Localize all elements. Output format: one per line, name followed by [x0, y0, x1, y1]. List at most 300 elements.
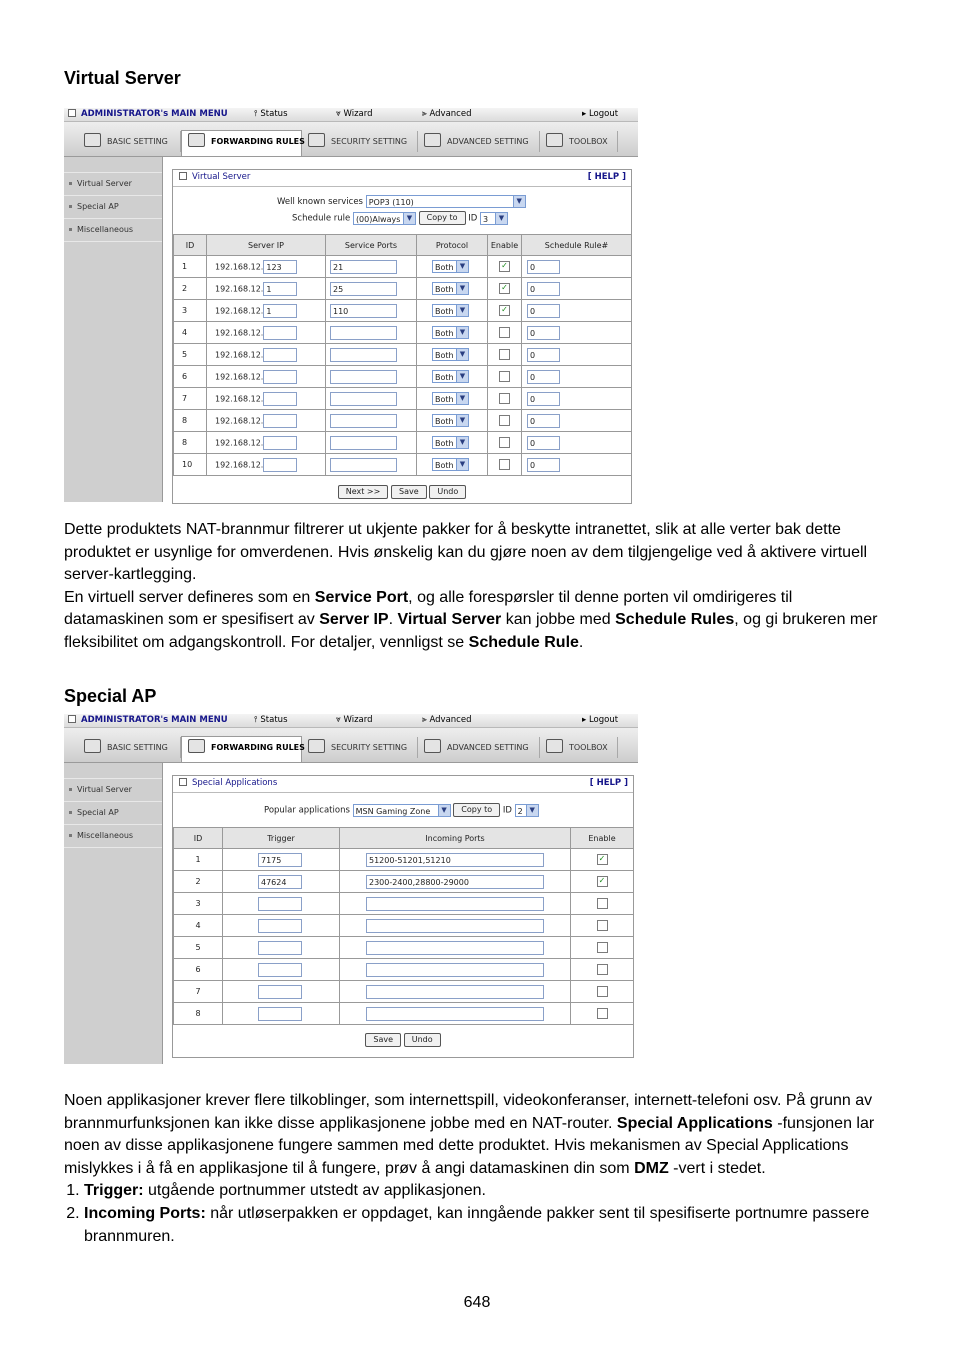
enable-cell	[571, 893, 634, 915]
schedule-rule-input[interactable]: 0	[527, 392, 560, 406]
trigger-input[interactable]	[258, 1007, 302, 1021]
schedule-rule-input[interactable]: 0	[527, 348, 560, 362]
special-ap-heading: Special AP	[64, 686, 157, 706]
protocol-value: Both	[435, 263, 454, 272]
table-row	[174, 344, 632, 366]
schedule-row	[292, 211, 508, 225]
schedule-rule-input[interactable]: 0	[527, 282, 560, 296]
server-ip-cell	[207, 454, 326, 476]
protocol-cell	[417, 278, 488, 300]
server-ip-input[interactable]	[263, 458, 297, 472]
tab-basic-setting[interactable]: BASIC SETTING	[78, 131, 181, 152]
trigger-cell	[223, 849, 340, 871]
copy-to-button[interactable]: Copy to	[419, 211, 466, 225]
advanced-link[interactable]: ⫸ Advanced	[422, 109, 472, 119]
server-ip-cell	[207, 366, 326, 388]
protocol-cell	[417, 410, 488, 432]
chevron-down-icon: ▼	[456, 437, 468, 448]
undo-button[interactable]: Undo	[404, 1033, 441, 1047]
ip-prefix: 192.168.12.	[215, 438, 264, 447]
protocol-cell	[417, 432, 488, 454]
enable-checkbox[interactable]	[597, 942, 608, 953]
enable-checkbox[interactable]	[499, 393, 510, 404]
help-link[interactable]: [ HELP ]	[587, 172, 626, 182]
enable-checkbox[interactable]	[499, 415, 510, 426]
server-ip-input[interactable]	[263, 392, 297, 406]
button-row	[173, 485, 631, 499]
service-ports-cell	[326, 322, 417, 344]
server-ip-input[interactable]	[263, 326, 297, 340]
notes-list	[64, 1180, 894, 1248]
services-row	[277, 195, 526, 208]
server-ip-cell	[207, 300, 326, 322]
panel-square-icon	[179, 778, 187, 786]
sidebar	[64, 763, 163, 1064]
chevron-down-icon: ▼	[456, 459, 468, 470]
server-ip-input[interactable]	[263, 370, 297, 384]
incoming-ports-input[interactable]	[366, 919, 544, 933]
forwarding-icon	[188, 739, 205, 753]
tab-advanced-setting[interactable]: ADVANCED SETTING	[418, 737, 540, 758]
incoming-ports-cell	[340, 1003, 571, 1025]
popular-apps-row	[264, 803, 539, 817]
schedule-rule-input[interactable]: 0	[527, 414, 560, 428]
server-ip-cell	[207, 322, 326, 344]
schedule-rule-cell	[522, 432, 632, 454]
ip-prefix: 192.168.12.	[215, 306, 264, 315]
server-ip-input[interactable]: 1	[263, 282, 297, 296]
server-ip-input[interactable]	[263, 436, 297, 450]
schedule-rule-cell	[522, 366, 632, 388]
special-ap-screenshot	[64, 714, 638, 1064]
protocol-cell	[417, 256, 488, 278]
enable-checkbox[interactable]	[597, 964, 608, 975]
advanced-icon: ⫸	[422, 109, 430, 119]
row-id: 6	[174, 366, 207, 388]
enable-cell	[488, 410, 522, 432]
column-header: Server IP	[207, 235, 326, 256]
incoming-ports-input[interactable]	[366, 897, 544, 911]
enable-checkbox[interactable]: ✓	[499, 283, 510, 294]
protocol-value: Both	[435, 307, 454, 316]
schedule-rule-input[interactable]: 0	[527, 326, 560, 340]
trigger-cell	[223, 893, 340, 915]
schedule-rule-cell	[522, 454, 632, 476]
service-ports-cell	[326, 432, 417, 454]
protocol-select[interactable]	[432, 436, 469, 449]
trigger-cell	[223, 981, 340, 1003]
sidebar-item-special-ap[interactable]: Special AP	[64, 196, 162, 219]
table-row	[174, 871, 634, 893]
enable-cell	[488, 256, 522, 278]
row-id: 3	[174, 893, 223, 915]
schedule-rule-input[interactable]: 0	[527, 370, 560, 384]
sa-paragraph-1: Noen applikasjoner krever flere tilkoblinger, som internettspill, videokonferanser, internett-telefoni osv. På grunn av brannmurfunksjonen kan ikke disse applikasjonene jobbe med en NAT-router. Special Applications -funsjonen lar noen av disse applikasjonene fungere sammen med dette produktet. Hvis mekanismen av Special Applications mislykkes i å få en applikasjone til å fungere, prøv å angi datamaskinen din som DMZ -vert i stedet.	[64, 1092, 875, 1177]
server-ip-cell	[207, 344, 326, 366]
special-applications-panel	[172, 775, 634, 1058]
trigger-cell	[223, 871, 340, 893]
protocol-select[interactable]	[432, 458, 469, 471]
tab-security-setting[interactable]: SECURITY SETTING	[302, 737, 418, 758]
tab-toolbox[interactable]: TOOLBOX	[540, 737, 618, 758]
protocol-value: Both	[435, 417, 454, 426]
panel-title: Special Applications	[192, 778, 278, 788]
table-row	[174, 937, 634, 959]
service-ports-cell	[326, 388, 417, 410]
sidebar	[64, 157, 163, 502]
help-link[interactable]: [ HELP ]	[589, 778, 628, 788]
enable-cell	[571, 849, 634, 871]
chevron-down-icon: ▼	[456, 283, 468, 294]
chevron-down-icon: ▼	[456, 371, 468, 382]
enable-cell	[488, 344, 522, 366]
protocol-cell	[417, 454, 488, 476]
enable-checkbox[interactable]: ✓	[499, 261, 510, 272]
service-ports-input[interactable]	[330, 392, 397, 406]
enable-cell	[488, 366, 522, 388]
arrow-right-icon: ▸	[582, 109, 589, 119]
table-row	[174, 388, 632, 410]
enable-checkbox[interactable]: ✓	[597, 854, 608, 865]
wizard-link[interactable]: ⩔ Wizard	[336, 109, 373, 119]
chevron-down-icon: ▼	[513, 196, 525, 207]
incoming-ports-input[interactable]	[366, 1007, 544, 1021]
protocol-select[interactable]	[432, 282, 469, 295]
enable-checkbox[interactable]: ✓	[499, 305, 510, 316]
table-row	[174, 410, 632, 432]
protocol-select[interactable]	[432, 392, 469, 405]
wizard-link[interactable]: ⩔ Wizard	[336, 715, 373, 725]
incoming-ports-cell	[340, 871, 571, 893]
row-id: 1	[174, 256, 207, 278]
column-header: Trigger	[223, 828, 340, 849]
server-ip-cell	[207, 432, 326, 454]
services-label: Well known services	[277, 197, 363, 207]
protocol-value: Both	[435, 329, 454, 338]
incoming-ports-input[interactable]	[366, 963, 544, 977]
bullet-icon	[69, 834, 72, 837]
column-header: ID	[174, 828, 223, 849]
row-id: 5	[174, 937, 223, 959]
table-row	[174, 366, 632, 388]
panel-title: Virtual Server	[192, 172, 251, 182]
special-applications-table	[173, 827, 634, 1025]
wizard-icon: ⩔	[336, 109, 344, 119]
enable-checkbox[interactable]	[597, 920, 608, 931]
menu-square-icon	[68, 715, 76, 723]
status-icon: ⫯	[254, 715, 261, 725]
vs-paragraph-2: En virtuell server defineres som en Service Port, og alle forespørsler til denne porten vil omdirigeres til datamaskinen som er spesifisert av Server IP. Virtual Server kan jobbe med Schedule Rules, og gi brukeren mer fleksibilitet om adgangskontroll. For detaljer, vennligst se Schedule Rule.	[64, 588, 878, 651]
trigger-input[interactable]	[258, 963, 302, 977]
service-ports-input[interactable]: 25	[330, 282, 397, 296]
enable-cell	[488, 322, 522, 344]
page-number: 648	[463, 1294, 491, 1311]
virtual-server-screenshot	[64, 108, 638, 502]
row-id: 2	[174, 278, 207, 300]
sidebar-item-virtual-server[interactable]: Virtual Server	[64, 172, 162, 196]
row-id: 8	[174, 410, 207, 432]
row-id: 4	[174, 322, 207, 344]
status-icon: ⫯	[254, 109, 261, 119]
table-row	[174, 1003, 634, 1025]
service-ports-cell	[326, 454, 417, 476]
table-row	[174, 915, 634, 937]
table-row	[174, 981, 634, 1003]
incoming-ports-cell	[340, 915, 571, 937]
enable-checkbox[interactable]	[597, 986, 608, 997]
schedule-rule-input[interactable]: 0	[527, 304, 560, 318]
router-top-menu	[64, 714, 638, 728]
basic-setting-icon	[84, 739, 101, 753]
tab-advanced-setting[interactable]: ADVANCED SETTING	[418, 131, 540, 152]
row-id: 7	[174, 981, 223, 1003]
row-id: 7	[174, 388, 207, 410]
copy-to-button[interactable]: Copy to	[453, 803, 500, 817]
sidebar-item-special-ap[interactable]: Special AP	[64, 802, 162, 825]
services-select[interactable]: POP3 (110) ▼	[366, 195, 526, 208]
schedule-rule-input[interactable]: 0	[527, 260, 560, 274]
protocol-select[interactable]	[432, 304, 469, 317]
row-id: 3	[174, 300, 207, 322]
service-ports-cell	[326, 278, 417, 300]
table-row	[174, 959, 634, 981]
tab-basic-setting[interactable]: BASIC SETTING	[78, 737, 181, 758]
enable-cell	[488, 388, 522, 410]
schedule-rule-cell	[522, 344, 632, 366]
schedule-rule-cell	[522, 322, 632, 344]
chevron-down-icon: ▼	[456, 415, 468, 426]
server-ip-input[interactable]: 123	[263, 260, 297, 274]
logout-link[interactable]: ▸ Logout	[582, 109, 619, 119]
service-ports-input[interactable]	[330, 458, 397, 472]
ip-prefix: 192.168.12.	[215, 460, 264, 469]
protocol-cell	[417, 388, 488, 410]
enable-cell	[571, 871, 634, 893]
save-button[interactable]: Save	[365, 1033, 401, 1047]
incoming-ports-cell	[340, 937, 571, 959]
service-ports-input[interactable]	[330, 348, 397, 362]
protocol-cell	[417, 366, 488, 388]
tab-forwarding-rules[interactable]: FORWARDING RULES	[181, 130, 302, 156]
server-ip-input[interactable]	[263, 348, 297, 362]
incoming-ports-input[interactable]: 2300-2400,28800-29000	[366, 875, 544, 889]
admin-main-menu[interactable]: ADMINISTRATOR's MAIN MENU	[68, 715, 228, 725]
ip-prefix: 192.168.12.	[215, 262, 264, 271]
next-button[interactable]: Next >>	[338, 485, 389, 499]
sidebar-item-miscellaneous[interactable]: Miscellaneous	[64, 219, 162, 242]
chevron-down-icon: ▼	[456, 305, 468, 316]
bullet-icon	[69, 811, 72, 814]
ip-prefix: 192.168.12.	[215, 328, 264, 337]
table-row	[174, 278, 632, 300]
list-item: 1. Trigger: utgående portnummer utstedt av applikasjonen.	[84, 1180, 894, 1203]
enable-cell	[488, 432, 522, 454]
panel-square-icon	[179, 172, 187, 180]
row-id: 8	[174, 1003, 223, 1025]
column-header: Service Ports	[326, 235, 417, 256]
save-button[interactable]: Save	[391, 485, 427, 499]
chevron-down-icon: ▼	[526, 805, 538, 816]
bullet-icon	[69, 228, 72, 231]
protocol-cell	[417, 300, 488, 322]
chevron-down-icon: ▼	[403, 213, 415, 224]
enable-cell	[488, 278, 522, 300]
incoming-ports-input[interactable]	[366, 941, 544, 955]
popular-apps-select[interactable]: MSN Gaming Zone ▼	[353, 804, 451, 817]
service-ports-input[interactable]	[330, 414, 397, 428]
trigger-cell	[223, 959, 340, 981]
bullet-icon	[69, 205, 72, 208]
ip-prefix: 192.168.12.	[215, 372, 264, 381]
panel-title-bar	[173, 776, 633, 793]
enable-checkbox[interactable]	[499, 371, 510, 382]
virtual-server-panel	[172, 169, 632, 504]
service-ports-input[interactable]	[330, 436, 397, 450]
list-item: 2. Incoming Ports: når utløserpakken er oppdaget, kan inngående pakker sent til spesifiserte portnumre passere brannmuren.	[84, 1203, 894, 1248]
advanced-link[interactable]: ⫸ Advanced	[422, 715, 472, 725]
virtual-server-heading: Virtual Server	[64, 68, 181, 88]
protocol-select[interactable]	[432, 348, 469, 361]
incoming-ports-cell	[340, 849, 571, 871]
column-header: Enable	[488, 235, 522, 256]
advanced-setting-icon	[424, 133, 441, 147]
enable-cell	[571, 937, 634, 959]
trigger-cell	[223, 937, 340, 959]
undo-button[interactable]: Undo	[429, 485, 466, 499]
row-id: 4	[174, 915, 223, 937]
id-select[interactable]: 2 ▼	[515, 804, 539, 817]
toolbox-icon	[546, 739, 563, 753]
trigger-input[interactable]	[258, 897, 302, 911]
row-id: 10	[174, 454, 207, 476]
column-header: Protocol	[417, 235, 488, 256]
arrow-right-icon: ▸	[582, 715, 589, 725]
trigger-input[interactable]: 7175	[258, 853, 302, 867]
enable-cell	[571, 1003, 634, 1025]
enable-cell	[571, 981, 634, 1003]
schedule-label: Schedule rule	[292, 213, 351, 224]
router-top-menu	[64, 108, 638, 122]
incoming-ports-input[interactable]	[366, 985, 544, 999]
logout-link[interactable]: ▸ Logout	[582, 715, 619, 725]
table-row	[174, 256, 632, 278]
id-select[interactable]: 3 ▼	[480, 212, 508, 225]
enable-checkbox[interactable]	[499, 327, 510, 338]
trigger-input[interactable]: 47624	[258, 875, 302, 889]
chevron-down-icon: ▼	[456, 349, 468, 360]
protocol-value: Both	[435, 285, 454, 294]
schedule-rule-cell	[522, 278, 632, 300]
main-tabs	[64, 122, 638, 157]
enable-checkbox[interactable]	[499, 459, 510, 470]
status-link[interactable]: ⫯ Status	[254, 715, 288, 725]
column-header: Incoming Ports	[340, 828, 571, 849]
tab-toolbox[interactable]: TOOLBOX	[540, 131, 618, 152]
wizard-icon: ⩔	[336, 715, 344, 725]
trigger-input[interactable]	[258, 919, 302, 933]
enable-checkbox[interactable]	[597, 1008, 608, 1019]
enable-checkbox[interactable]: ✓	[597, 876, 608, 887]
incoming-ports-cell	[340, 959, 571, 981]
service-ports-input[interactable]: 110	[330, 304, 397, 318]
server-ip-cell	[207, 388, 326, 410]
sidebar-item-miscellaneous[interactable]: Miscellaneous	[64, 825, 162, 848]
incoming-ports-input[interactable]: 51200-51201,51210	[366, 853, 544, 867]
status-link[interactable]: ⫯ Status	[254, 109, 288, 119]
chevron-down-icon: ▼	[456, 393, 468, 404]
chevron-down-icon: ▼	[495, 213, 507, 224]
trigger-input[interactable]	[258, 941, 302, 955]
enable-cell	[488, 300, 522, 322]
popular-apps-label: Popular applications	[264, 805, 350, 816]
server-ip-input[interactable]	[263, 414, 297, 428]
chevron-down-icon: ▼	[456, 327, 468, 338]
ip-prefix: 192.168.12.	[215, 284, 264, 293]
bullet-icon	[69, 788, 72, 791]
trigger-input[interactable]	[258, 985, 302, 999]
incoming-ports-cell	[340, 893, 571, 915]
table-row	[174, 454, 632, 476]
server-ip-cell	[207, 278, 326, 300]
schedule-rule-cell	[522, 410, 632, 432]
schedule-rule-input[interactable]: 0	[527, 458, 560, 472]
protocol-value: Both	[435, 395, 454, 404]
service-ports-cell	[326, 300, 417, 322]
button-row	[173, 1033, 633, 1047]
enable-checkbox[interactable]	[499, 349, 510, 360]
protocol-select[interactable]	[432, 414, 469, 427]
table-row	[174, 893, 634, 915]
row-id: 1	[174, 849, 223, 871]
enable-checkbox[interactable]	[597, 898, 608, 909]
schedule-select[interactable]: (00)Always ▼	[353, 212, 416, 225]
protocol-value: Both	[435, 461, 454, 470]
row-id: 6	[174, 959, 223, 981]
advanced-icon: ⫸	[422, 715, 430, 725]
service-ports-input[interactable]	[330, 370, 397, 384]
server-ip-cell	[207, 256, 326, 278]
protocol-select[interactable]	[432, 370, 469, 383]
admin-main-menu[interactable]: ADMINISTRATOR's MAIN MENU	[68, 109, 228, 119]
id-label: ID	[468, 213, 478, 224]
security-icon	[308, 133, 325, 147]
protocol-select[interactable]	[432, 260, 469, 273]
sidebar-item-virtual-server[interactable]: Virtual Server	[64, 778, 162, 802]
bullet-icon	[69, 182, 72, 185]
panel-title-bar	[173, 170, 631, 187]
protocol-value: Both	[435, 373, 454, 382]
tab-security-setting[interactable]: SECURITY SETTING	[302, 131, 418, 152]
menu-square-icon	[68, 109, 76, 117]
protocol-cell	[417, 322, 488, 344]
service-ports-input[interactable]: 21	[330, 260, 397, 274]
schedule-rule-input[interactable]: 0	[527, 436, 560, 450]
table-row	[174, 849, 634, 871]
tab-forwarding-rules[interactable]: FORWARDING RULES	[181, 736, 302, 762]
enable-checkbox[interactable]	[499, 437, 510, 448]
ip-prefix: 192.168.12.	[215, 350, 264, 359]
service-ports-input[interactable]	[330, 326, 397, 340]
vs-paragraph-1: Dette produktets NAT-brannmur filtrerer ut ukjente pakker for å beskytte intranettet, slik at alle verter bak dette produktet er usynlige for omverdenen. Hvis ønskelig kan du gjøre noen av dem tilgjengelige ved å aktivere virtuell server-kartlegging.	[64, 521, 868, 584]
server-ip-input[interactable]: 1	[263, 304, 297, 318]
service-ports-cell	[326, 366, 417, 388]
ip-prefix: 192.168.12.	[215, 416, 264, 425]
service-ports-cell	[326, 344, 417, 366]
row-id: 5	[174, 344, 207, 366]
incoming-ports-cell	[340, 981, 571, 1003]
special-ap-description	[64, 1090, 894, 1248]
protocol-select[interactable]	[432, 326, 469, 339]
